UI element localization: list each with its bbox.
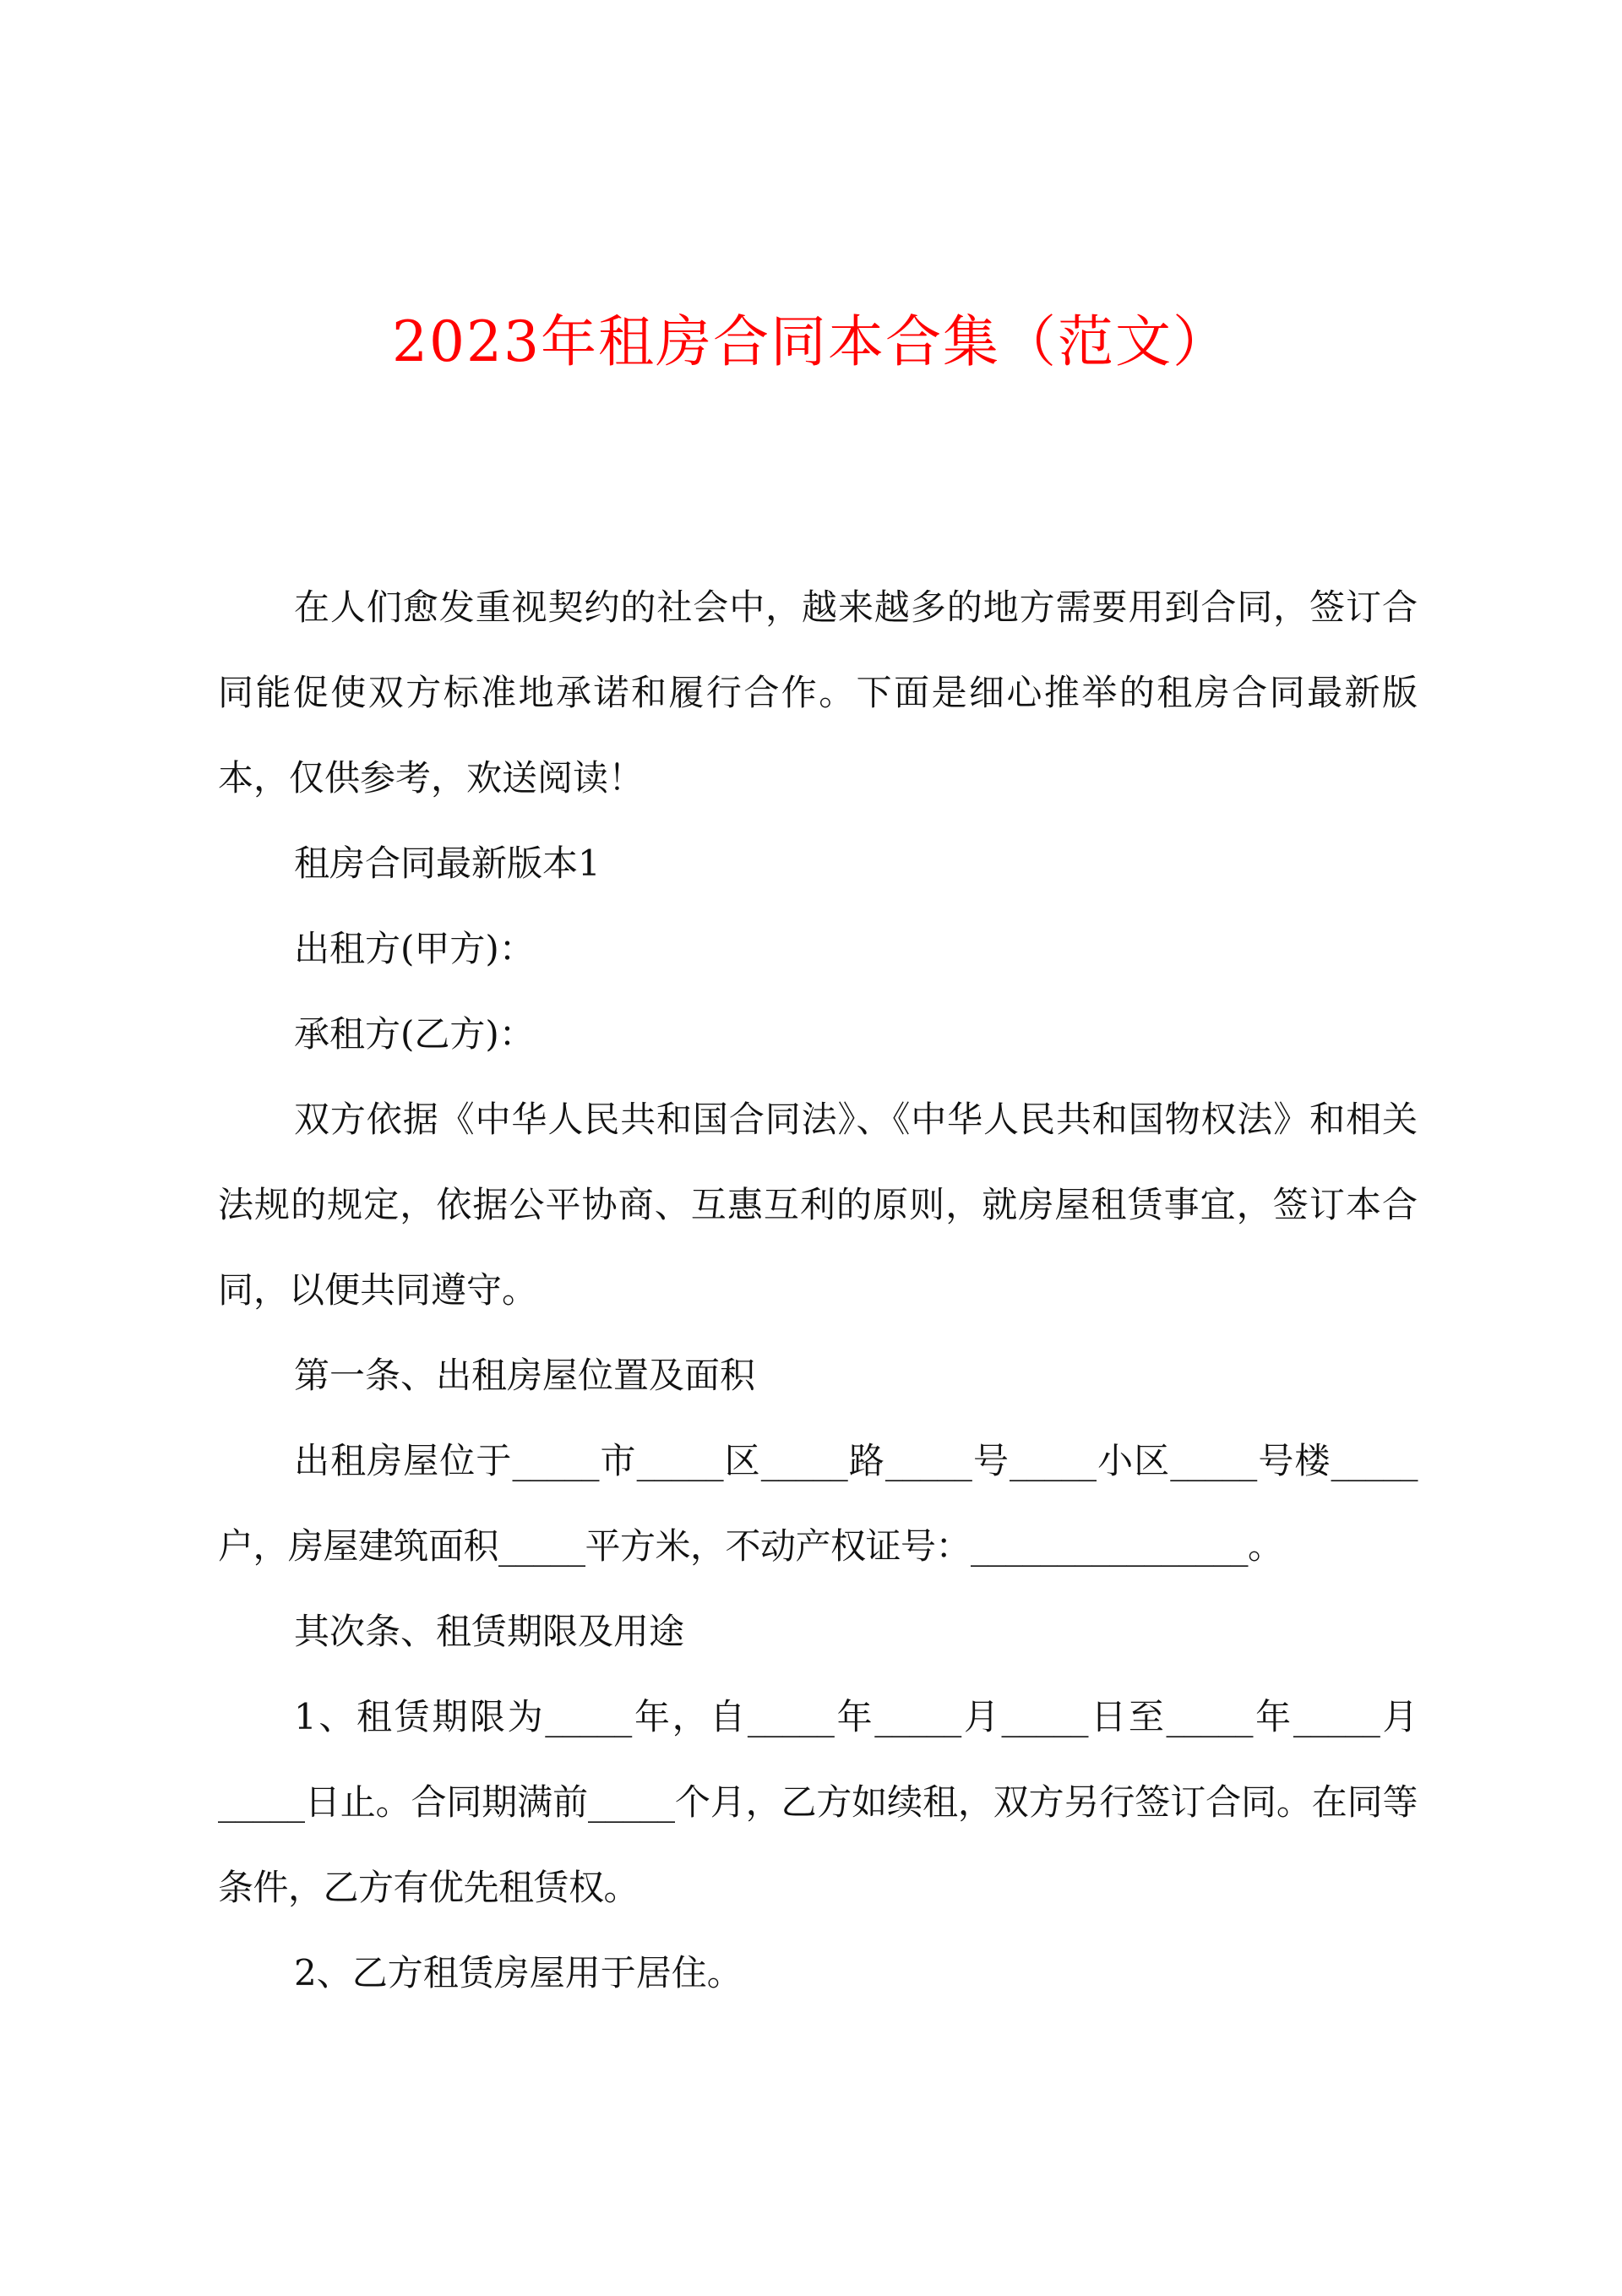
party-b-line: 承租方(乙方)：	[294, 1013, 535, 1055]
article-2-heading: 其次条、租赁期限及用途	[294, 1611, 685, 1652]
intro-paragraph: 在人们愈发重视契约的社会中，越来越多的地方需要用到合同，签订合同能促使双方标准地承诺和履行合作。下面是细心推举的租房合同最新版本，仅供参考，欢送阅读！	[218, 586, 1418, 799]
document-title: 2023年租房合同本合集（范文）	[392, 309, 1230, 374]
article-2-clause-2: 2、乙方租赁房屋用于居住。	[294, 1952, 743, 1993]
legal-basis-paragraph: 双方依据《中华人民共和国合同法》、《中华人民共和国物权法》和相关法规的规定，依据公平协商、互惠互利的原则，就房屋租赁事宜，签订本合同，以便共同遵守。	[218, 1099, 1418, 1311]
article-2-clause-1: 1、租赁期限为_____年，自_____年_____月_____日至_____年_____月_____日止。合同期满前_____个月，乙方如续租，双方另行签订合同。在同等条件，乙方有优先租赁权。	[218, 1696, 1418, 1908]
article-1-heading: 第一条、出租房屋位置及面积	[294, 1355, 756, 1396]
section-heading-version-1: 租房合同最新版本1	[294, 843, 601, 884]
party-a-line: 出租方(甲方)：	[294, 928, 535, 969]
article-1-content: 出租房屋位于_____市_____区_____路_____号_____小区_____号楼_____户，房屋建筑面积_____平方米，不动产权证号：________________。	[218, 1440, 1418, 1567]
document-body	[218, 564, 1418, 2015]
